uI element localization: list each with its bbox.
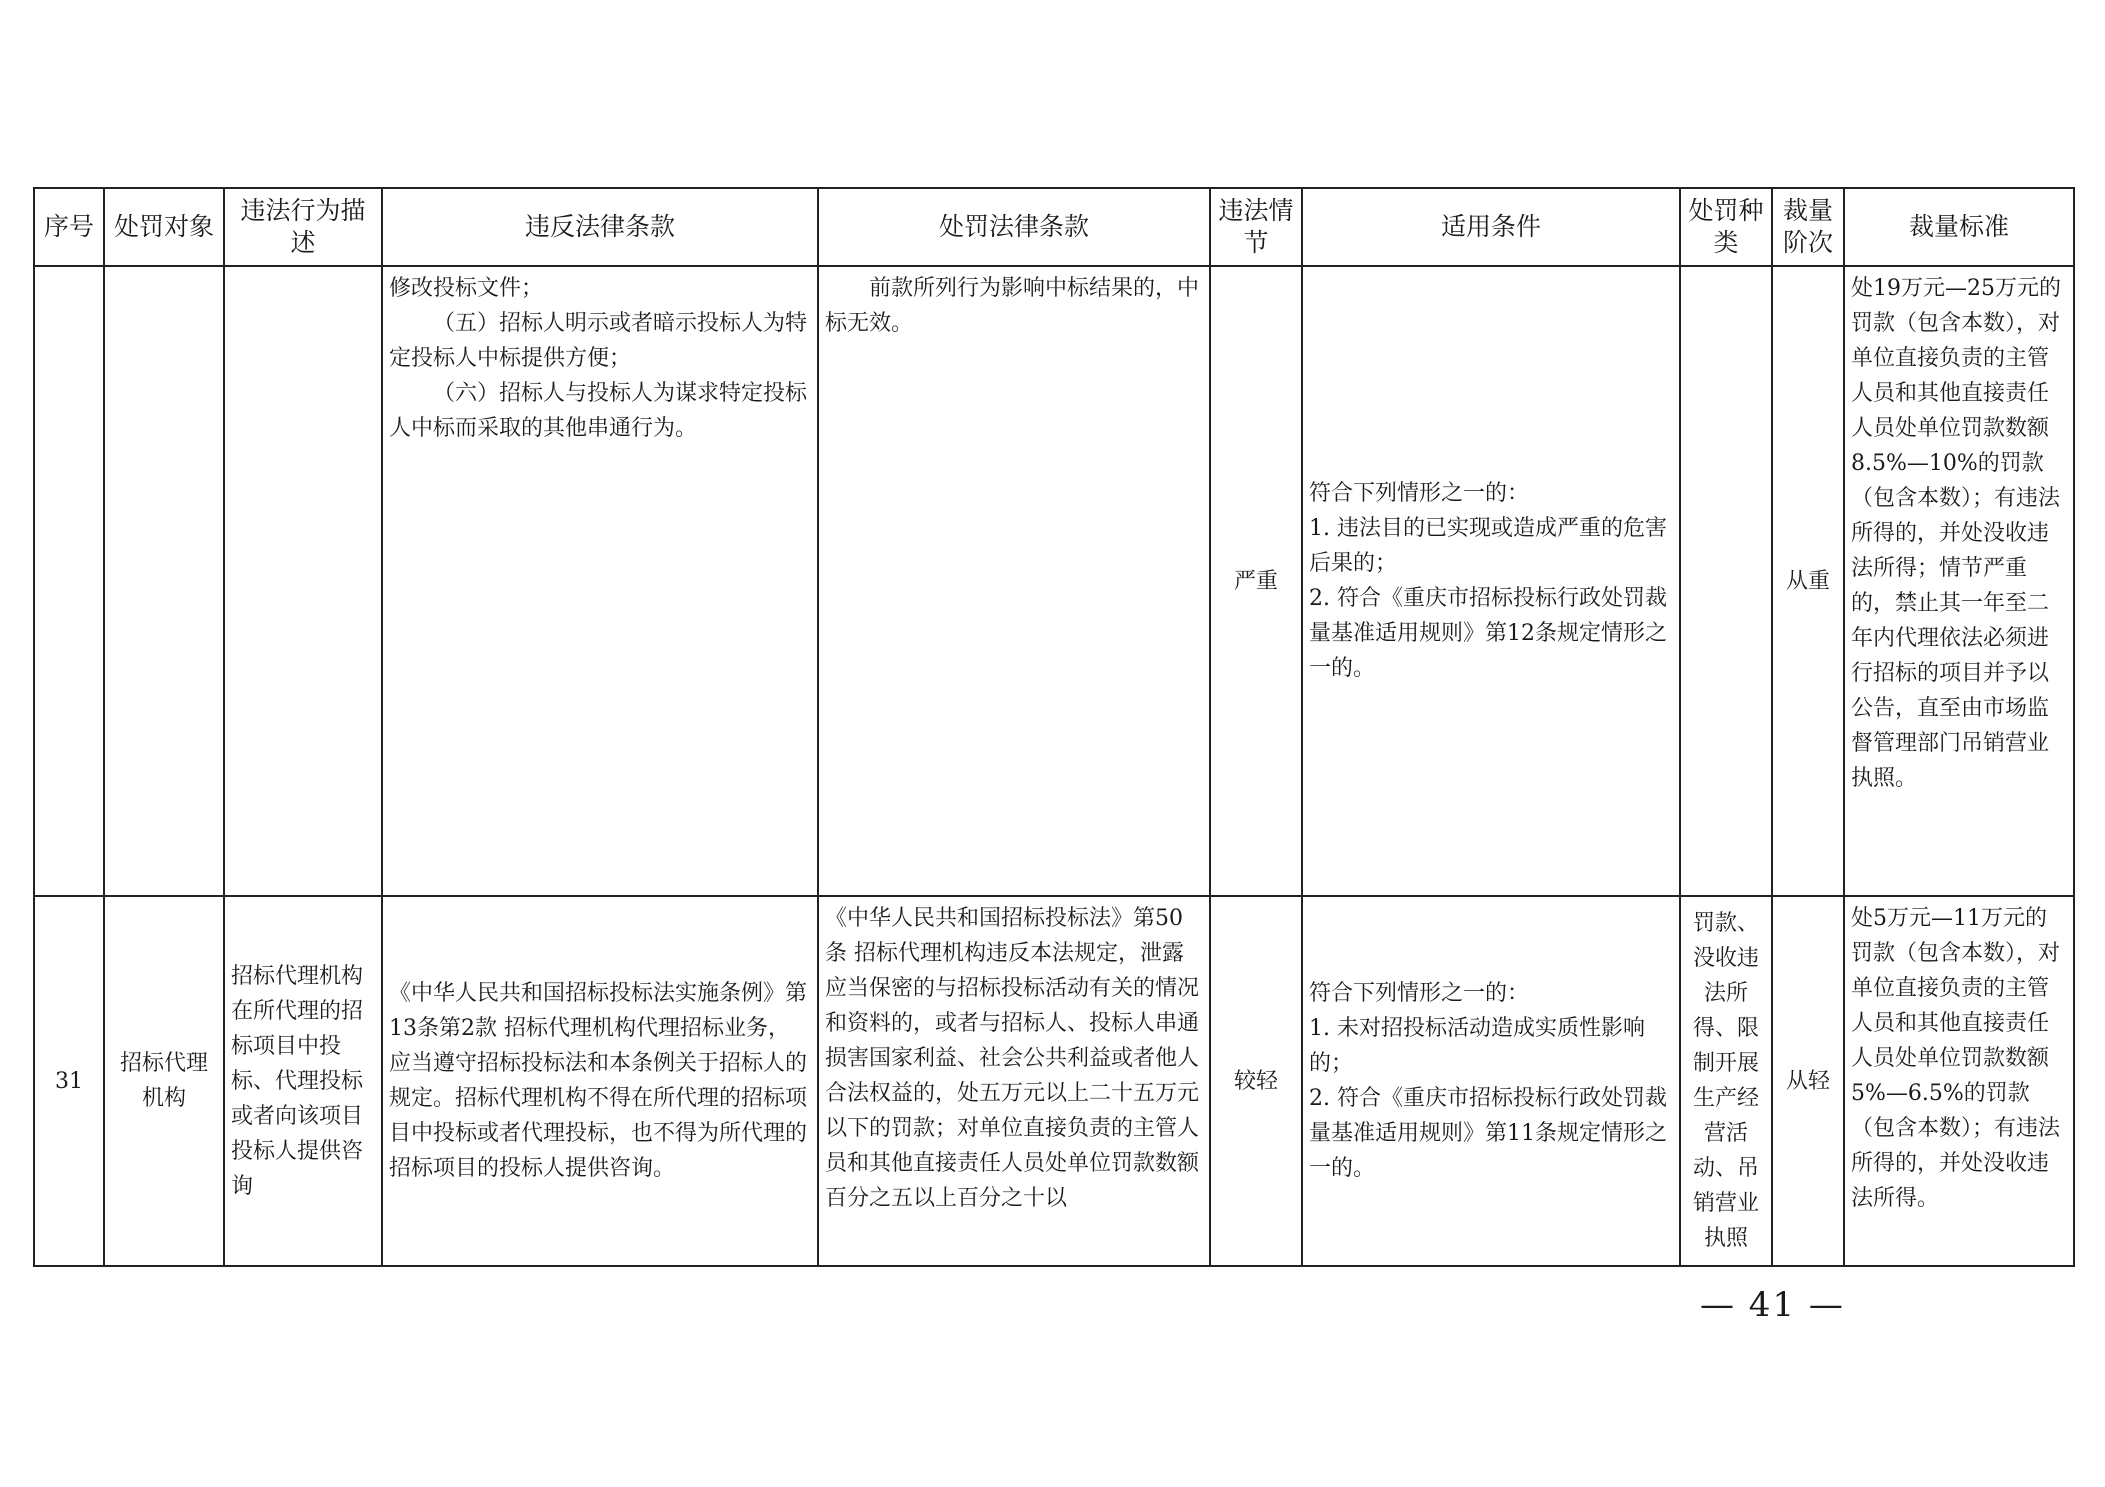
row1-violated-line: （五）招标人明示或者暗示投标人为特定投标人中标提供方便； xyxy=(389,311,808,371)
row2-condition xyxy=(1302,896,1680,1266)
row2-circumstance: 较轻 xyxy=(1210,896,1302,1266)
row2-level: 从轻 xyxy=(1772,896,1844,1266)
row1-penalty-law-text: 前款所列行为影响中标结果的，中标无效。 xyxy=(825,276,1200,336)
header-condition: 适用条件 xyxy=(1302,188,1680,266)
page-number: — 41 — xyxy=(1700,1285,1845,1325)
row1-violated-line: 修改投标文件； xyxy=(389,276,544,301)
row1-condition-item: 1. 违法目的已实现或造成严重的危害后果的； xyxy=(1309,516,1667,576)
header-penalty-law: 处罚法律条款 xyxy=(818,188,1210,266)
row1-violated-line: （六）招标人与投标人为谋求特定投标人中标而采取的其他串通行为。 xyxy=(389,381,808,441)
row1-target xyxy=(104,266,224,896)
header-desc: 违法行为描述 xyxy=(224,188,382,266)
row2-condition-item: 1. 未对招投标活动造成实质性影响的； xyxy=(1309,1016,1645,1076)
row2-penalty-law: 《中华人民共和国招标投标法》第50条 招标代理机构违反本法规定，泄露应当保密的与招标投标活动有关的情况和资料的，或者与招标人、投标人串通损害国家利益、社会公共利益或者他人合法权益的，处五万元以上二十五万元以下的罚款；对单位直接负责的主管人员和其他直接责任人员处单位罚款数额百分之五以上百分之十以 xyxy=(818,896,1210,1266)
row2-standard: 处5万元—11万元的罚款（包含本数），对单位直接负责的主管人员和其他直接责任人员处单位罚款数额5%—6.5%的罚款（包含本数）；有违法所得的，并处没收违法所得。 xyxy=(1844,896,2074,1266)
row1-violated xyxy=(382,266,818,896)
row1-penalty-type xyxy=(1680,266,1772,896)
row1-desc xyxy=(224,266,382,896)
row1-standard: 处19万元—25万元的罚款（包含本数），对单位直接负责的主管人员和其他直接责任人员处单位罚款数额8.5%—10%的罚款（包含本数）；有违法所得的，并处没收违法所得；情节严重的，禁止其一年至二年内代理依法必须进行招标的项目并予以公告，直至由市场监督管理部门吊销营业执照。 xyxy=(1844,266,2074,896)
row1-penalty-law xyxy=(818,266,1210,896)
row1-condition-item: 2. 符合《重庆市招标投标行政处罚裁量基准适用规则》第12条规定情形之一的。 xyxy=(1309,586,1667,681)
header-violated: 违反法律条款 xyxy=(382,188,818,266)
table-row xyxy=(34,266,2074,896)
row1-condition-intro: 符合下列情形之一的： xyxy=(1309,481,1530,506)
row1-condition xyxy=(1302,266,1680,896)
table-row xyxy=(34,896,2074,1266)
header-seq: 序号 xyxy=(34,188,104,266)
row1-level: 从重 xyxy=(1772,266,1844,896)
header-standard: 裁量标准 xyxy=(1844,188,2074,266)
row2-desc: 招标代理机构在所代理的招标项目中投标、代理投标或者向该项目投标人提供咨询 xyxy=(224,896,382,1266)
row2-seq: 31 xyxy=(34,896,104,1266)
row2-penalty-type: 罚款、没收违法所得、限制开展生产经营活动、吊销营业执照 xyxy=(1680,896,1772,1266)
header-penalty-type: 处罚种类 xyxy=(1680,188,1772,266)
row2-condition-intro: 符合下列情形之一的： xyxy=(1309,981,1530,1006)
row2-violated: 《中华人民共和国招标投标法实施条例》第13条第2款 招标代理机构代理招标业务，应当遵守招标投标法和本条例关于招标人的规定。招标代理机构不得在所代理的招标项目中投标或者代理投标，也不得为所代理的招标项目的投标人提供咨询。 xyxy=(382,896,818,1266)
row1-circumstance: 严重 xyxy=(1210,266,1302,896)
row1-seq xyxy=(34,266,104,896)
header-target: 处罚对象 xyxy=(104,188,224,266)
row2-condition-item: 2. 符合《重庆市招标投标行政处罚裁量基准适用规则》第11条规定情形之一的。 xyxy=(1309,1086,1667,1181)
header-circumstance: 违法情节 xyxy=(1210,188,1302,266)
header-row xyxy=(34,188,2074,266)
penalty-discretion-table xyxy=(33,187,2075,1267)
row2-target: 招标代理机构 xyxy=(104,896,224,1266)
header-level: 裁量阶次 xyxy=(1772,188,1844,266)
